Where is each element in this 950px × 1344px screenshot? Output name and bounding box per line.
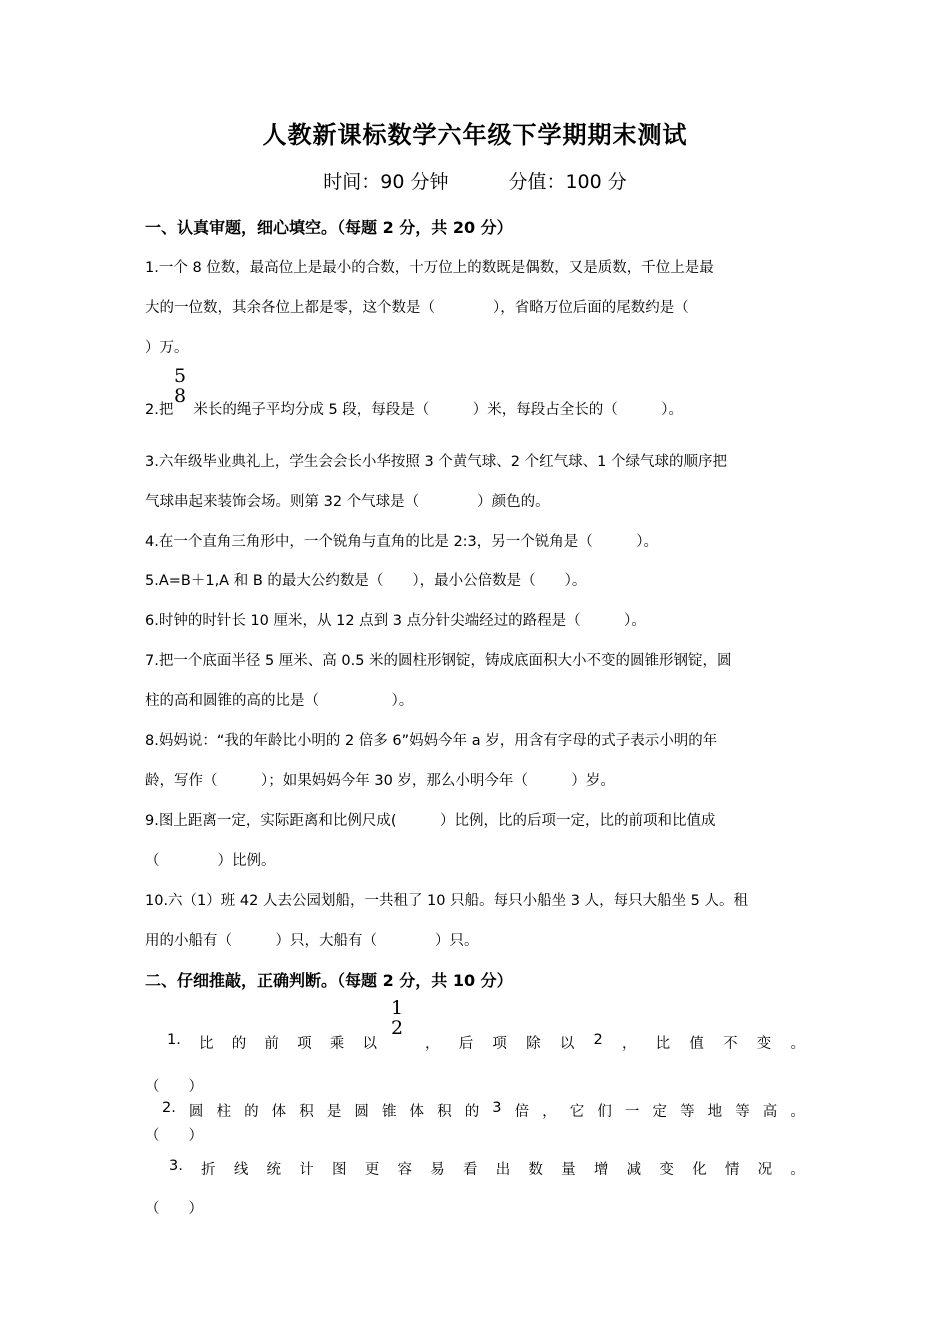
word: 的 [231, 1036, 247, 1052]
word: 一 [624, 1104, 640, 1120]
q2-post: 米长的绳子平均分成 5 段，每段是（ ）米，每段占全长的（ ）。 [193, 402, 684, 418]
q5-line: 5.A=B＋1,A 和 B 的最大公约数是（ ），最小公倍数是（ ）。 [145, 573, 587, 589]
word: 更 [364, 1162, 380, 1178]
word: 看 [462, 1162, 478, 1178]
q10-line1: 10.六（1）班 42 人去公园划船，一共租了 10 只船。每只小船坐 3 人，每只大船坐 5 人。租 [145, 893, 749, 909]
word: 折 [201, 1162, 216, 1178]
word: 倍 [514, 1104, 530, 1120]
word: 除 [526, 1036, 541, 1052]
word: 变 [659, 1162, 674, 1178]
fraction-denominator: 2 [390, 1017, 404, 1039]
word: 2. [162, 1100, 176, 1116]
word: 它 [569, 1104, 585, 1120]
word: 。 [790, 1162, 805, 1178]
word: ， [542, 1104, 557, 1120]
q7-line2: 柱的高和圆锥的高的比是（ ）。 [145, 693, 414, 709]
word: 以 [559, 1036, 575, 1052]
word: 3 [492, 1100, 502, 1116]
word: 地 [707, 1104, 723, 1120]
s2-q2-paren: （ ） [145, 1128, 203, 1144]
word: 增 [593, 1162, 609, 1178]
word: 统 [266, 1162, 282, 1178]
word: 不 [723, 1036, 738, 1052]
q7-line1: 7.把一个底面半径 5 厘米、高 0.5 米的圆柱形钢锭，铸成底面积大小不变的圆锥形钢锭，圆 [145, 653, 732, 669]
time-label: 时间：90 分钟 [323, 171, 449, 193]
q9-line1: 9.图上距离一定，实际距离和比例尺成( ）比例，比的后项一定，比的前项和比值成 [145, 813, 716, 829]
word: 以 [362, 1036, 377, 1052]
word: 容 [397, 1162, 412, 1178]
s2-q1-words-b [425, 1032, 805, 1053]
word: 们 [597, 1104, 612, 1120]
word: 是 [326, 1104, 342, 1120]
word: 。 [790, 1036, 805, 1052]
q1-line3: ）万。 [145, 340, 189, 356]
section1-heading: 一、认真审题，细心填空。（每题 2 分，共 20 分） [145, 218, 513, 237]
word: 化 [692, 1162, 707, 1178]
word: 项 [297, 1036, 312, 1052]
word: 出 [495, 1162, 511, 1178]
word: 1. [167, 1032, 181, 1048]
word: 易 [430, 1162, 445, 1178]
s2-q2-words [162, 1100, 805, 1121]
word: 项 [492, 1036, 507, 1052]
word: ， [621, 1036, 637, 1052]
word: 线 [233, 1162, 249, 1178]
score-label: 分值：100 分 [508, 171, 627, 193]
word: 计 [299, 1162, 314, 1178]
word: 柱 [216, 1104, 231, 1120]
exam-info [0, 167, 950, 194]
section2-heading: 二、仔细推敲，正确判断。（每题 2 分，共 10 分） [145, 971, 513, 990]
word: 况 [757, 1162, 773, 1178]
word: 后 [458, 1036, 474, 1052]
fraction-numerator: 1 [390, 997, 404, 1019]
q9-line2: （ ）比例。 [145, 853, 276, 869]
word: 圆 [188, 1104, 204, 1120]
q1-line2: 大的一位数，其余各位上都是零，这个数是（ ），省略万位后面的尾数约是（ [145, 300, 689, 316]
s2-q3-words [169, 1158, 805, 1179]
word: 。 [790, 1104, 805, 1120]
q2-pre: 2.把 [145, 402, 174, 418]
word: 值 [689, 1036, 704, 1052]
word: 量 [561, 1162, 576, 1178]
word: 等 [680, 1104, 695, 1120]
word: 数 [528, 1162, 543, 1178]
word: 情 [724, 1162, 740, 1178]
q1-line1: 1.一个 8 位数，最高位上是最小的合数，十万位上的数既是偶数，又是质数，千位上是最 [145, 260, 714, 276]
word: 2 [593, 1032, 603, 1048]
word: 比 [199, 1036, 214, 1052]
page-title: 人教新课标数学六年级下学期期末测试 [262, 121, 688, 149]
word: 3. [169, 1158, 183, 1174]
word: 体 [409, 1104, 425, 1120]
word: 的 [244, 1104, 259, 1120]
word: 体 [271, 1104, 287, 1120]
word: 定 [652, 1104, 667, 1120]
word: 锥 [381, 1104, 397, 1120]
word: 减 [626, 1162, 642, 1178]
fraction-1-2 [389, 998, 405, 1038]
q6-line: 6.时钟的时针长 10 厘米，从 12 点到 3 点分针尖端经过的路程是（ ）。 [145, 613, 646, 629]
word: 变 [756, 1036, 772, 1052]
q8-line2: 龄，写作（ ）；如果妈妈今年 30 岁，那么小明今年（ ）岁。 [145, 773, 615, 789]
q2-line [145, 398, 807, 419]
word: 图 [332, 1162, 347, 1178]
q10-line2: 用的小船有（ ）只，大船有（ ）只。 [145, 933, 479, 949]
word: 前 [264, 1036, 279, 1052]
word: 等 [735, 1104, 750, 1120]
word: 比 [655, 1036, 671, 1052]
word: 积 [299, 1104, 314, 1120]
word: 圆 [354, 1104, 369, 1120]
q8-line1: 8.妈妈说：“我的年龄比小明的 2 倍多 6”妈妈今年 a 岁，用含有字母的式子表示小明的年 [145, 733, 718, 749]
s2-q1-words-a [167, 1032, 377, 1053]
s2-q3-paren: （ ） [145, 1201, 203, 1217]
q4-line: 4.在一个直角三角形中，一个锐角与直角的比是 2:3，另一个锐角是（ ）。 [145, 534, 659, 550]
fraction-numerator: 5 [173, 365, 187, 387]
q3-line1: 3.六年级毕业典礼上，学生会会长小华按照 3 个黄气球、2 个红气球、1 个绿气球的顺序把 [145, 454, 727, 470]
word: 乘 [329, 1036, 345, 1052]
word: 积 [437, 1104, 452, 1120]
word: 的 [464, 1104, 480, 1120]
word: 高 [762, 1104, 778, 1120]
fraction-denominator: 8 [173, 385, 187, 407]
s2-q1-paren: （ ） [145, 1079, 203, 1095]
word: ， [425, 1036, 440, 1052]
q3-line2: 气球串起来装饰会场。则第 32 个气球是（ ）颜色的。 [145, 494, 550, 510]
